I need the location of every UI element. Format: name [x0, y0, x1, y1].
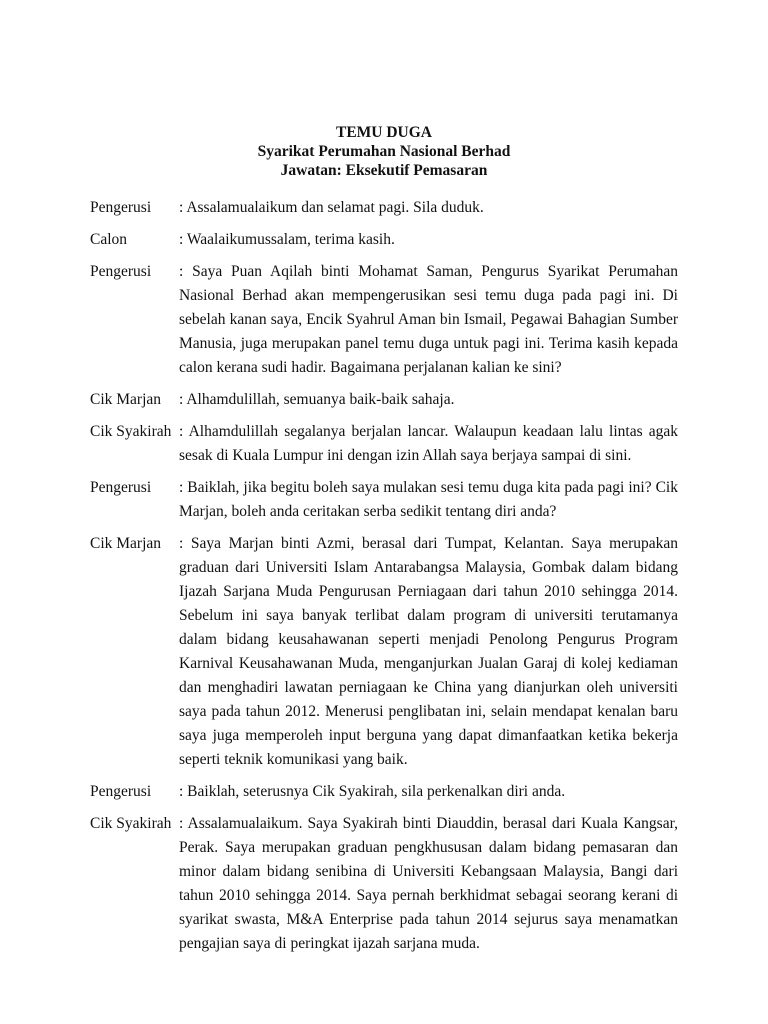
speaker-name: Cik Marjan [90, 535, 162, 552]
interview-dialogue [90, 196, 678, 964]
speaker-name: Cik Syakirah [90, 423, 172, 440]
speaker-name: Cik Syakirah [90, 815, 172, 832]
speaker-name: Pengerusi [90, 783, 152, 800]
dialogue-turn [90, 780, 678, 804]
document-title: TEMU DUGA [335, 124, 432, 141]
dialogue-turn [90, 388, 678, 412]
speech-text: : Saya Puan Aqilah binti Mohamat Saman, Pengurus Syarikat Perumahan Nasional Berhad akan mempengerusikan sesi temu duga pada pagi ini. Di sebelah kanan saya, Encik Syahrul Aman bin Ismail, Pegawai Bahagian Sumber Manusia, juga merupakan panel temu duga untuk pagi ini. Terima kasih kepada calon kerana sudi hadir. Bagaimana perjalanan kalian ke sini? [179, 263, 678, 376]
dialogue-turn [90, 812, 678, 956]
dialogue-turn [90, 420, 678, 468]
dialogue-turn [90, 260, 678, 380]
document-header [0, 123, 768, 180]
position-title: Jawatan: Eksekutif Pemasaran [280, 162, 488, 179]
speech-text: : Assalamualaikum. Saya Syakirah binti Diauddin, berasal dari Kuala Kangsar, Perak. Saya merupakan graduan pengkhususan dalam bidang pemasaran dan minor dalam bidang senibina di Universiti Kebangsaan Malaysia, Bangi dari tahun 2010 sehingga 2014. Saya pernah berkhidmat sebagai seorang kerani di syarikat swasta, M&A Enterprise pada tahun 2014 sejurus saya menamatkan pengajian saya di peringkat ijazah sarjana muda. [179, 815, 678, 952]
speaker-name: Calon [90, 231, 128, 248]
dialogue-turn [90, 532, 678, 772]
speech-text: : Alhamdulillah, semuanya baik-baik sahaja. [179, 391, 455, 408]
speaker-name: Pengerusi [90, 479, 152, 496]
speech-text: : Baiklah, jika begitu boleh saya mulakan sesi temu duga kita pada pagi ini? Cik Marjan, boleh anda ceritakan serba sedikit tentang diri anda? [179, 479, 678, 520]
company-name: Syarikat Perumahan Nasional Berhad [257, 143, 511, 160]
dialogue-turn [90, 228, 678, 252]
speech-text: : Alhamdulillah segalanya berjalan lancar. Walaupun keadaan lalu lintas agak sesak di Kuala Lumpur ini dengan izin Allah saya berjaya sampai di sini. [179, 423, 678, 464]
dialogue-turn [90, 196, 678, 220]
speaker-name: Pengerusi [90, 199, 152, 216]
speech-text: : Waalaikumussalam, terima kasih. [179, 231, 395, 248]
speaker-name: Cik Marjan [90, 391, 162, 408]
speaker-name: Pengerusi [90, 263, 152, 280]
speech-text: : Baiklah, seterusnya Cik Syakirah, sila perkenalkan diri anda. [179, 783, 566, 800]
speech-text: : Assalamualaikum dan selamat pagi. Sila duduk. [179, 199, 484, 216]
speech-text: : Saya Marjan binti Azmi, berasal dari Tumpat, Kelantan. Saya merupakan graduan dari Universiti Islam Antarabangsa Malaysia, Gombak dalam bidang Ijazah Sarjana Muda Pengurusan Perniagaan dari tahun 2010 sehingga 2014. Sebelum ini saya banyak terlibat dalam program di universiti terutamanya dalam bidang keusahawanan seperti menjadi Penolong Pengurus Program Karnival Keusahawanan Muda, menganjurkan Jualan Garaj di kolej kediaman dan menghadiri lawatan perniagaan ke China yang dianjurkan oleh universiti saya pada tahun 2012. Menerusi penglibatan ini, selain mendapat kenalan baru saya juga memperoleh input berguna yang dapat dimanfaatkan ketika bekerja seperti teknik komunikasi yang baik. [179, 535, 678, 768]
dialogue-turn [90, 476, 678, 524]
